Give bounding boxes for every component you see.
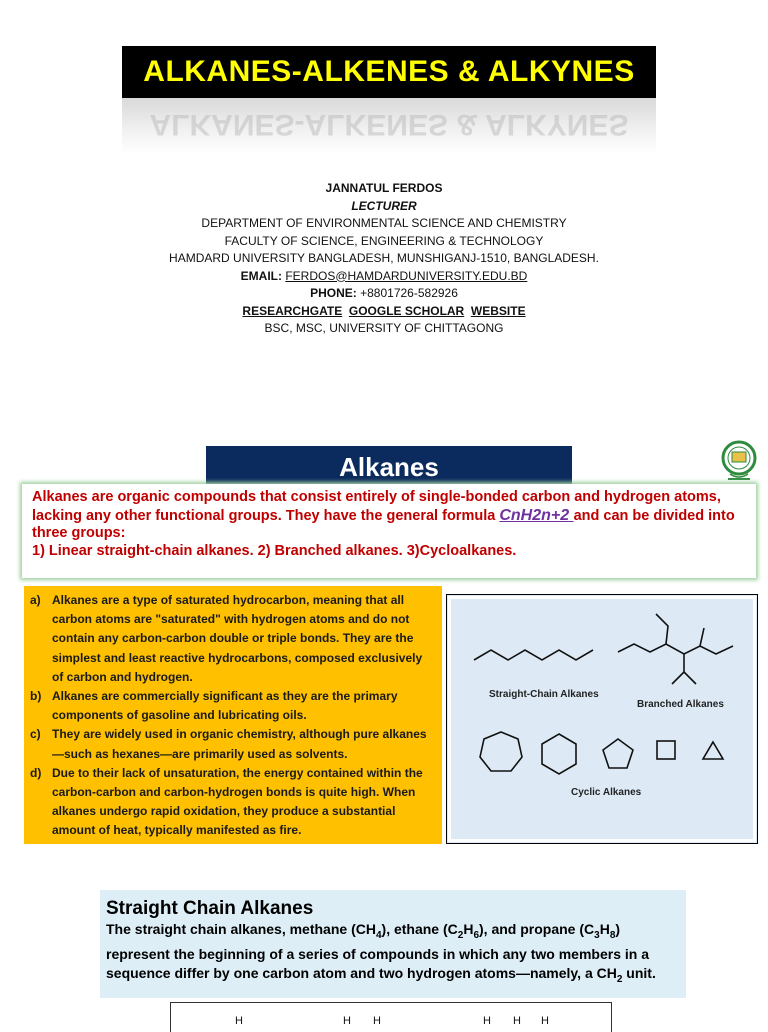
definition-text-2: and can be divided into three groups: (32, 507, 735, 541)
hydrogen-label: H (343, 1015, 351, 1027)
author-role: LECTURER (351, 198, 417, 213)
phone-number: +8801726-582926 (360, 286, 458, 300)
cycloheptane-structure (480, 732, 522, 771)
straight-chain-title: Straight Chain Alkanes (106, 898, 314, 919)
alkanes-heading: Alkanes (206, 446, 572, 484)
branched-label: Branched Alkanes (637, 699, 724, 710)
fact-text: They are widely used in organic chemistry, although pure alkanes—such as hexanes—are primarily used as solvents. (52, 727, 427, 761)
fact-marker: a) (30, 593, 41, 607)
hydrogen-label: H (483, 1015, 491, 1027)
fact-text: Alkanes are a type of saturated hydrocarbon, meaning that all carbon atoms are "saturated" with hydrogen atoms and do not contain any carbon-carbon double or triple bonds. They are the simplest and least reactive hydrocarbons, composed exclusively of carbon and hydrogen. (52, 593, 423, 684)
definition-text-1: Alkanes are organic compounds that consist entirely of single-bonded carbon and hydrogen atoms, lacking any other functional groups. They have the general formula (32, 489, 721, 524)
fact-item (28, 725, 436, 763)
straight-chain-label: Straight-Chain Alkanes (489, 689, 599, 700)
researchgate-link[interactable]: RESEARCHGATE (242, 303, 343, 318)
cyclobutane-structure (657, 741, 675, 759)
cyclopentane-structure (603, 739, 633, 768)
fact-text: Alkanes are commercially significant as they are the primary components of gasoline and lubricating oils. (52, 689, 398, 723)
title-reflection (122, 98, 656, 154)
hydrogen-label: H (235, 1015, 243, 1027)
fact-item (28, 591, 436, 687)
structures-svg (446, 594, 758, 844)
fact-item (28, 687, 436, 725)
fact-marker: c) (30, 727, 41, 742)
hydrogen-label: H (373, 1015, 381, 1027)
cyclopropane-structure (703, 742, 723, 759)
straight-chain-structure (474, 650, 593, 660)
email-link[interactable]: FERDOS@HAMDARDUNIVERSITY.EDU.BD (285, 268, 528, 283)
fact-marker: d) (30, 765, 42, 780)
fact-marker: b) (30, 689, 42, 704)
page-title: ALKANES-ALKENES & ALKYNES (122, 46, 656, 98)
author-faculty: FACULTY OF SCIENCE, ENGINEERING & TECHNOLOGY (224, 233, 544, 248)
general-formula: CnH2n+2 (499, 506, 574, 524)
straight-chain-section (100, 890, 686, 998)
cyclic-label: Cyclic Alkanes (571, 787, 642, 798)
straight-chain-text: The straight chain alkanes, methane $(CH_4)$, ethane $(C_2H_6)$, and propane $(C_3H_8)$ represent the beginning of a series of compounds in which any two members in a sequence differ by one carbon atom and two hydrogen atoms—namely, a $CH_2$ unit. (106, 921, 656, 985)
google-scholar-link[interactable]: GOOGLE SCHOLAR (348, 303, 465, 318)
alkane-groups: 1) Linear straight-chain alkanes. 2) Branched alkanes. 3)Cycloalkanes. (32, 542, 517, 559)
author-block (0, 180, 768, 338)
cyclohexane-structure (542, 734, 576, 774)
hydrogen-label: H (513, 1015, 521, 1027)
branched-structure (618, 614, 733, 684)
fact-item (28, 764, 436, 841)
author-name: JANNATUL FERDOS (325, 181, 443, 195)
website-link[interactable]: WEBSITE (470, 303, 526, 318)
fact-text: Due to their lack of unsaturation, the energy contained within the carbon-carbon and carbon-hydrogen bonds is quite high. When alkanes undergo rapid oxidation, they produce a substantial amount of heat, typically manifested as fire. (52, 765, 423, 838)
structural-formulas-box (170, 1002, 612, 1032)
email-label: EMAIL: (240, 268, 282, 283)
alkanes-definition-box (22, 484, 756, 578)
author-department: DEPARTMENT OF ENVIRONMENTAL SCIENCE AND CHEMISTRY (201, 216, 567, 230)
hydrogen-label: H (541, 1015, 549, 1027)
alkane-structures-diagram (446, 594, 758, 844)
alkane-facts-box (24, 586, 442, 844)
title-reflection-text: ALKANES-ALKENES & ALKYNES (149, 108, 629, 141)
author-degrees: BSC, MSC, UNIVERSITY OF CHITTAGONG (264, 321, 504, 335)
author-university: HAMDARD UNIVERSITY BANGLADESH, MUNSHIGANJ-1510, BANGLADESH. (169, 251, 599, 265)
university-logo (718, 440, 760, 484)
phone-label: PHONE: (310, 286, 357, 300)
facts-list (28, 591, 436, 841)
